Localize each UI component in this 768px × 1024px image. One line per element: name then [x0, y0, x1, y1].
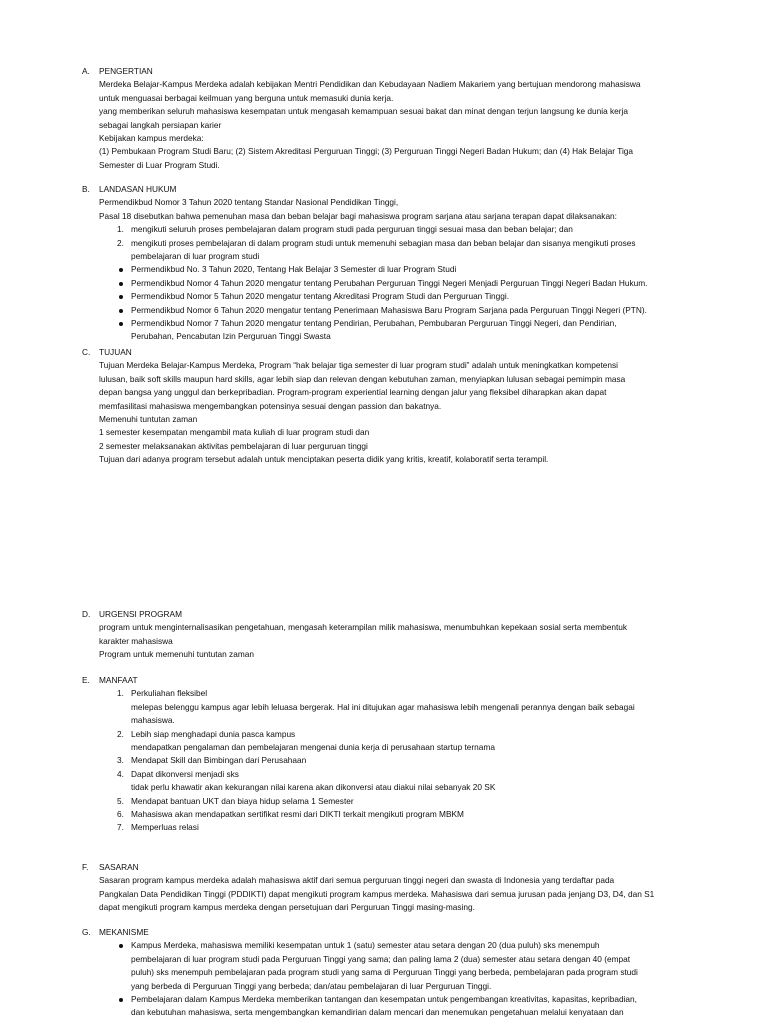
- paragraph-line: program untuk menginternalisasikan pengetahuan, mengasah keterampilan milik mahasiswa, menumbuhkan kepekaan sosial serta membentuk: [99, 622, 628, 633]
- numbered-item: [99, 795, 709, 808]
- section-body: [99, 196, 709, 343]
- section-heading: [82, 346, 132, 359]
- bullet-icon: [119, 309, 123, 313]
- item-number: 7.: [117, 822, 124, 833]
- numbered-item: [99, 237, 709, 264]
- section-body: [99, 78, 709, 172]
- section-title: MANFAAT: [99, 675, 138, 685]
- paragraph-line: sebagai langkah persiapan karier: [99, 119, 222, 130]
- numbered-item: [99, 821, 709, 834]
- numbered-item: [99, 687, 709, 727]
- section-heading: [82, 183, 176, 196]
- bullet-icon: [119, 998, 123, 1002]
- item-text: mengikuti proses pembelajaran di dalam program studi untuk memenuhi sebagian masa dan beban belajar dan sisanya mengikuti proses: [131, 237, 636, 248]
- item-number: 3.: [117, 755, 124, 766]
- paragraph-line: 1 semester kesempatan mengambil mata kuliah di luar program studi dan: [99, 427, 370, 438]
- paragraph-line: Program untuk memenuhi tuntutan zaman: [99, 649, 254, 660]
- numbered-item: [99, 808, 709, 821]
- item-text: Mahasiswa akan mendapatkan sertifikat resmi dari DIKTI terkait mengikuti program MBKM: [131, 809, 464, 820]
- paragraph-line: Semester di Luar Program Studi.: [99, 159, 220, 170]
- bullet-list: [99, 263, 709, 343]
- item-text: tidak perlu khawatir akan kekurangan nilai karena akan dikonversi atau diakui nilai sebanyak 20 SK: [131, 782, 496, 793]
- item-text: Permendikbud Nomor 6 Tahun 2020 mengatur tentang Penerimaan Mahasiswa Baru Program Sarjana pada Perguruan Tinggi Negeri (PTN).: [131, 304, 647, 315]
- item-text: Kampus Merdeka, mahasiswa memiliki kesempatan untuk 1 (satu) semester atau setara dengan 20 (dua puluh) sks menempuh: [131, 940, 600, 951]
- item-text: Permendikbud Nomor 7 Tahun 2020 mengatur tentang Pendirian, Perubahan, Pembubaran Perguruan Tinggi Negeri, dan Pendirian,: [131, 318, 617, 329]
- item-number: 5.: [117, 795, 124, 806]
- item-text: Perkuliahan fleksibel: [131, 688, 208, 699]
- section-title: TUJUAN: [99, 347, 132, 357]
- item-number: 2.: [117, 728, 124, 739]
- section-heading: [82, 674, 138, 687]
- bullet-list: [99, 939, 709, 1019]
- paragraph-line: (1) Pembukaan Program Studi Baru; (2) Sistem Akreditasi Perguruan Tinggi; (3) Perguruan Tinggi Negeri Badan Hukum; dan (4) Hak Belajar Tiga: [99, 146, 634, 157]
- numbered-list: [99, 687, 709, 834]
- section-heading: [82, 65, 153, 78]
- paragraph-line: yang memberikan seluruh mahasiswa kesempatan untuk mengasah kemampuan sesuai bakat dan minat dengan terjun langsung ke dunia kerja: [99, 106, 629, 117]
- section-heading: [82, 926, 149, 939]
- item-text: Perubahan, Pencabutan Izin Perguruan Tinggi Swasta: [131, 331, 331, 342]
- bullet-item: [99, 304, 709, 317]
- bullet-icon: [119, 322, 123, 326]
- item-text: pembelajaran di luar program studi pada Perguruan Tinggi yang sama; dan paling lama 2 (dua) semester atau setara dengan 40 (empat: [131, 953, 631, 964]
- bullet-icon: [119, 282, 123, 286]
- item-text: Memperluas relasi: [131, 822, 199, 833]
- bullet-item: [99, 277, 709, 290]
- paragraph-line: Tujuan dari adanya program tersebut adalah untuk menciptakan peserta didik yang kritis, kreatif, kolaboratif serta terampil.: [99, 454, 549, 465]
- paragraph-line: dapat mengikuti program kampus merdeka dengan persetujuan dari Perguruan Tinggi masing-masing.: [99, 902, 475, 913]
- section-body: [99, 359, 709, 466]
- section-letter: A.: [82, 66, 90, 76]
- paragraph-line: Sasaran program kampus merdeka adalah mahasiswa aktif dari semua perguruan tinggi negeri dan swasta di Indonesia yang terdaftar pada: [99, 875, 615, 886]
- paragraph-line: Pangkalan Data Pendidikan Tinggi (PDDIKTI) dapat mengikuti program kampus merdeka. Mahasiswa dari semua jurusan pada jenjang D3, D4, dan S1: [99, 888, 655, 899]
- paragraph-line: Tujuan Merdeka Belajar-Kampus Merdeka, Program “hak belajar tiga semester di luar program studi” adalah untuk meningkatkan kompetensi: [99, 360, 618, 371]
- section-title: MEKANISME: [99, 927, 149, 937]
- section-title: URGENSI PROGRAM: [99, 609, 182, 619]
- bullet-icon: [119, 944, 123, 948]
- item-text: yang berbeda di Perguruan Tinggi yang berbeda; dan/atau pembelajaran di luar Perguruan Tinggi.: [131, 980, 492, 991]
- numbered-item: [99, 728, 709, 755]
- paragraph-line: 2 semester melaksanakan aktivitas pembelajaran di luar perguruan tinggi: [99, 440, 368, 451]
- bullet-item: [99, 993, 709, 1020]
- section-body: [99, 687, 709, 834]
- bullet-item: [99, 263, 709, 276]
- paragraph-line: Memenuhi tuntutan zaman: [99, 414, 198, 425]
- item-text: puluh) sks menempuh pembelajaran pada program studi yang sama di Perguruan Tinggi yang berbeda, pembelajaran pada program studi: [131, 967, 638, 978]
- section-title: SASARAN: [99, 862, 139, 872]
- item-number: 1.: [117, 688, 124, 699]
- item-text: melepas belenggu kampus agar lebih leluasa bergerak. Hal ini ditujukan agar mahasiswa lebih mengenali perannya dengan baik sebagai: [131, 701, 635, 712]
- bullet-item: [99, 290, 709, 303]
- item-text: Pembelajaran dalam Kampus Merdeka memberikan tantangan dan kesempatan untuk pengembangan kreativitas, kapasitas, kepribadian,: [131, 994, 637, 1005]
- section-letter: D.: [82, 609, 91, 619]
- item-text: Permendikbud Nomor 4 Tahun 2020 mengatur tentang Perubahan Perguruan Tinggi Negeri Menjadi Perguruan Tinggi Negeri Badan Hukum.: [131, 277, 648, 288]
- item-text: mahasiswa.: [131, 715, 175, 726]
- item-text: Permendikbud Nomor 5 Tahun 2020 mengatur tentang Akreditasi Program Studi dan Perguruan Tinggi.: [131, 291, 510, 302]
- item-number: 4.: [117, 768, 124, 779]
- paragraph-line: karakter mahasiswa: [99, 635, 173, 646]
- item-text: dan kebutuhan mahasiswa, serta mengembangkan kemandirian dalam mencari dan menemukan pengetahuan melalui kenyataan dan: [131, 1007, 624, 1018]
- section-body: [99, 621, 709, 661]
- paragraph-line: untuk menguasai berbagai keilmuan yang berguna untuk memasuki dunia kerja.: [99, 92, 394, 103]
- bullet-icon: [119, 295, 123, 299]
- section-letter: G.: [82, 927, 91, 937]
- item-number: 2.: [117, 237, 124, 248]
- section-heading: [82, 861, 139, 874]
- item-text: Dapat dikonversi menjadi sks: [131, 768, 239, 779]
- section-letter: F.: [82, 862, 89, 872]
- paragraph-line: lulusan, baik soft skills maupun hard skills, agar lebih siap dan relevan dengan kebutuhan zaman, menyiapkan lulusan sebagai pemimpin masa: [99, 373, 626, 384]
- bullet-item: [99, 317, 709, 344]
- numbered-item: [99, 768, 709, 795]
- bullet-icon: [119, 268, 123, 272]
- paragraph-line: memfasilitasi mahasiswa mengembangkan potensinya sesuai dengan passion dan bakatnya.: [99, 400, 442, 411]
- section-letter: B.: [82, 184, 90, 194]
- numbered-item: [99, 223, 709, 236]
- numbered-item: [99, 754, 709, 767]
- section-body: [99, 939, 709, 1019]
- paragraph-line: depan bangsa yang unggul dan berkepribadian. Program-program experiential learning dengan jalur yang fleksibel diharapkan akan dapat: [99, 387, 607, 398]
- section-letter: E.: [82, 675, 90, 685]
- item-number: 1.: [117, 224, 124, 235]
- item-text: Mendapat Skill dan Bimbingan dari Perusahaan: [131, 755, 307, 766]
- section-letter: C.: [82, 347, 91, 357]
- item-number: 6.: [117, 809, 124, 820]
- item-text: pembelajaran di luar program studi: [131, 251, 260, 262]
- paragraph-line: Pasal 18 disebutkan bahwa pemenuhan masa dan beban belajar bagi mahasiswa program sarjana atau sarjana terapan dapat dilaksanakan:: [99, 210, 617, 221]
- item-text: mendapatkan pengalaman dan pembelajaran mengenai dunia kerja di perusahaan startup ternama: [131, 742, 495, 753]
- item-text: Lebih siap menghadapi dunia pasca kampus: [131, 728, 296, 739]
- item-text: Permendikbud No. 3 Tahun 2020, Tentang Hak Belajar 3 Semester di luar Program Studi: [131, 264, 457, 275]
- item-text: Mendapat bantuan UKT dan biaya hidup selama 1 Semester: [131, 795, 354, 806]
- section-title: LANDASAN HUKUM: [99, 184, 177, 194]
- bullet-item: [99, 939, 709, 993]
- section-heading: [82, 608, 182, 621]
- paragraph-line: Kebijakan kampus merdeka:: [99, 133, 204, 144]
- paragraph-line: Merdeka Belajar-Kampus Merdeka adalah kebijakan Mentri Pendidikan dan Kebudayaan Nadiem Makariem yang bertujuan mendorong mahasiswa: [99, 79, 641, 90]
- item-text: mengikuti seluruh proses pembelajaran dalam program studi pada perguruan tinggi sesuai masa dan beban belajar; dan: [131, 224, 573, 235]
- section-title: PENGERTIAN: [99, 66, 153, 76]
- section-body: [99, 874, 709, 914]
- numbered-list: [99, 223, 709, 263]
- paragraph-line: Permendikbud Nomor 3 Tahun 2020 tentang Standar Nasional Pendidikan Tinggi,: [99, 197, 399, 208]
